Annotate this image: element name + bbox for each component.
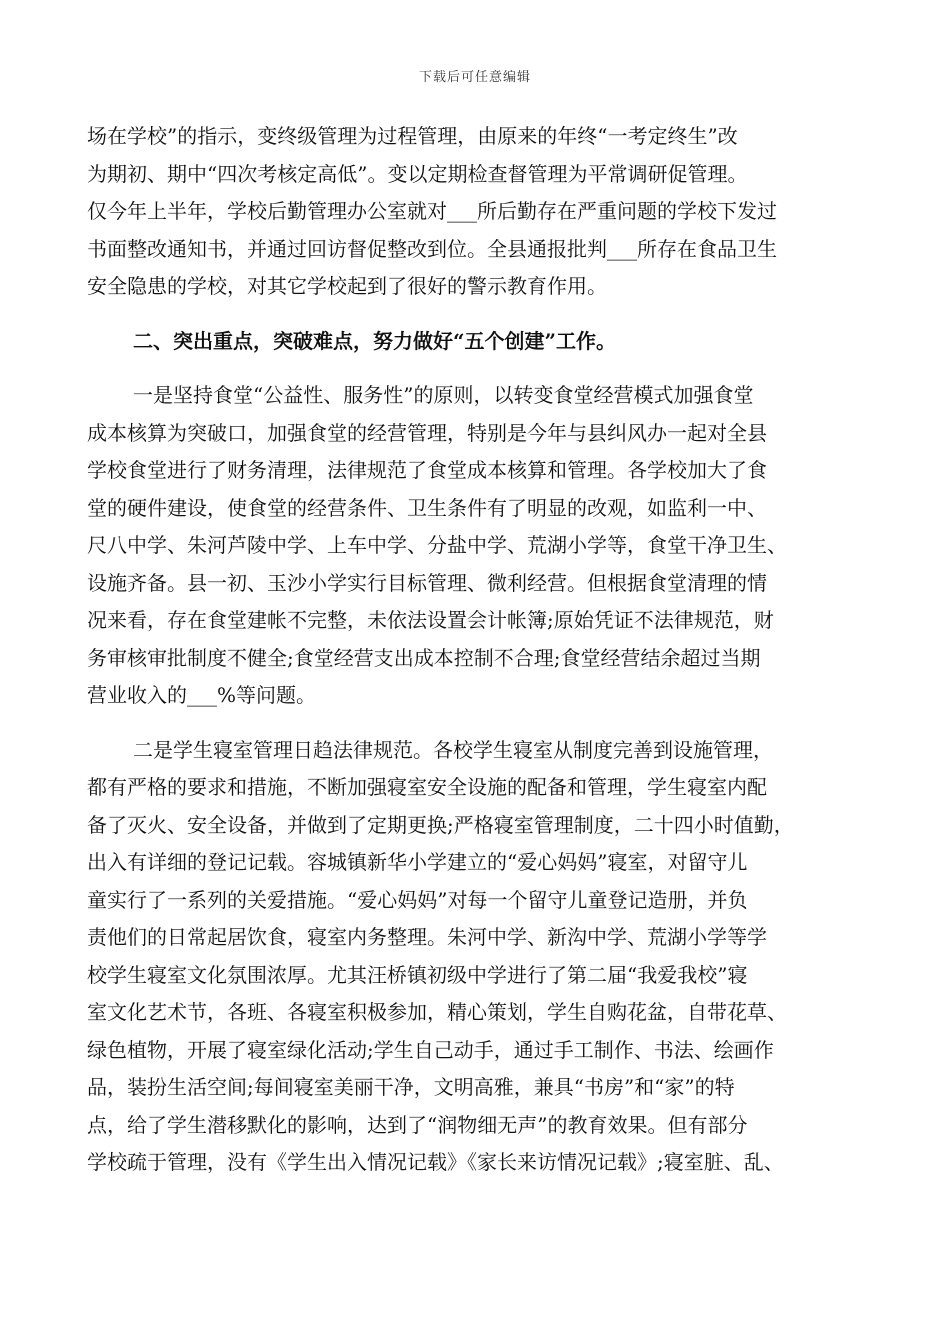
- text-line: 堂的硬件建设，使食堂的经营条件、卫生条件有了明显的改观，如监利一中、: [87, 495, 767, 520]
- paragraph-4: [87, 732, 877, 1182]
- text-line: 室文化艺术节，各班、各寝室积极参加，精心策划，学生自购花盆，自带花草、: [87, 1000, 787, 1024]
- text-line: 二是学生寝室管理日趋法律规范。各校学生寝室从制度完善到设施管理，: [133, 737, 773, 762]
- text-line: 安全隐患的学校，对其它学校起到了很好的警示教育作用。: [87, 274, 607, 298]
- paragraph-3: [87, 377, 877, 715]
- text-line: 务审核审批制度不健全;食堂经营支出成本控制不合理;食堂经营结余超过当期: [87, 645, 761, 670]
- text-line: 品，装扮生活空间;每间寝室美丽干净，文明高雅，兼具“书房”和“家”的特: [87, 1075, 735, 1099]
- text-line: 责他们的日常起居饮食，寝室内务整理。朱河中学、新沟中学、荒湖小学等学: [87, 925, 767, 949]
- text-line: 书面整改通知书，并通过回访督促整改到位。全县通报批判___所存在食品卫生: [87, 236, 777, 261]
- text-line: 场在学校”的指示，变终级管理为过程管理，由原来的年终“一考定终生”改: [87, 124, 738, 148]
- text-line: 尺八中学、朱河芦陵中学、上车中学、分盐中学、荒湖小学等，食堂干净卫生、: [87, 533, 787, 557]
- text-line: 出入有详细的登记记载。容城镇新华小学建立的“爱心妈妈”寝室，对留守儿: [87, 850, 748, 874]
- text-line: 点，给了学生潜移默化的影响，达到了“润物细无声”的教育效果。但有部分: [87, 1112, 748, 1137]
- text-line: 都有严格的要求和措施，不断加强寝室安全设施的配备和管理，学生寝室内配: [87, 775, 767, 799]
- paragraph-spacer: [87, 306, 877, 323]
- text-line: 绿色植物，开展了寝室绿化活动;学生自己动手，通过手工制作、书法、绘画作: [87, 1037, 774, 1062]
- text-line: 仅今年上半年，学校后勤管理办公室就对___所后勤存在严重问题的学校下发过: [87, 199, 777, 223]
- heading-text: 二、突出重点，突破难点，努力做好“五个创建”工作。: [133, 328, 617, 353]
- text-line: 况来看，存在食堂建帐不完整，未依法设置会计帐簿;原始凭证不法律规范，财: [87, 608, 774, 632]
- document-body: [87, 118, 877, 1182]
- text-line: 备了灭火、安全设备，并做到了定期更换;严格寝室管理制度，二十四小时值勤，: [87, 812, 794, 837]
- text-line: 童实行了一系列的关爱措施。“爱心妈妈”对每一个留守儿童登记造册，并负: [87, 887, 748, 912]
- text-line: 一是坚持食堂“公益性、服务性”的原则，以转变食堂经营模式加强食堂: [133, 383, 754, 407]
- text-line: 成本核算为突破口，加强食堂的经营管理，特别是今年与县纠风办一起对全县: [87, 420, 767, 445]
- text-line: 设施齐备。县一初、玉沙小学实行目标管理、微利经营。但根据食堂清理的情: [87, 570, 767, 595]
- page-header: 下载后可任意编辑: [418, 70, 531, 85]
- text-line: 学校疏于管理，没有《学生出入情况记载》《家长来访情况记载》;寝室脏、乱、: [87, 1150, 784, 1174]
- text-line: 为期初、期中“四次考核定高低”。变以定期检查督管理为平常调研促管理。: [87, 161, 748, 186]
- paragraph-1: [87, 118, 877, 306]
- section-heading: [87, 323, 877, 361]
- text-line: 营业收入的___%等问题。: [87, 683, 317, 707]
- text-line: 学校食堂进行了财务清理，法律规范了食堂成本核算和管理。各学校加大了食: [87, 458, 767, 482]
- paragraph-spacer: [87, 360, 877, 377]
- text-line: 校学生寝室文化氛围浓厚。尤其汪桥镇初级中学进行了第二届“我爱我校”寝: [87, 962, 748, 987]
- paragraph-spacer: [87, 715, 877, 732]
